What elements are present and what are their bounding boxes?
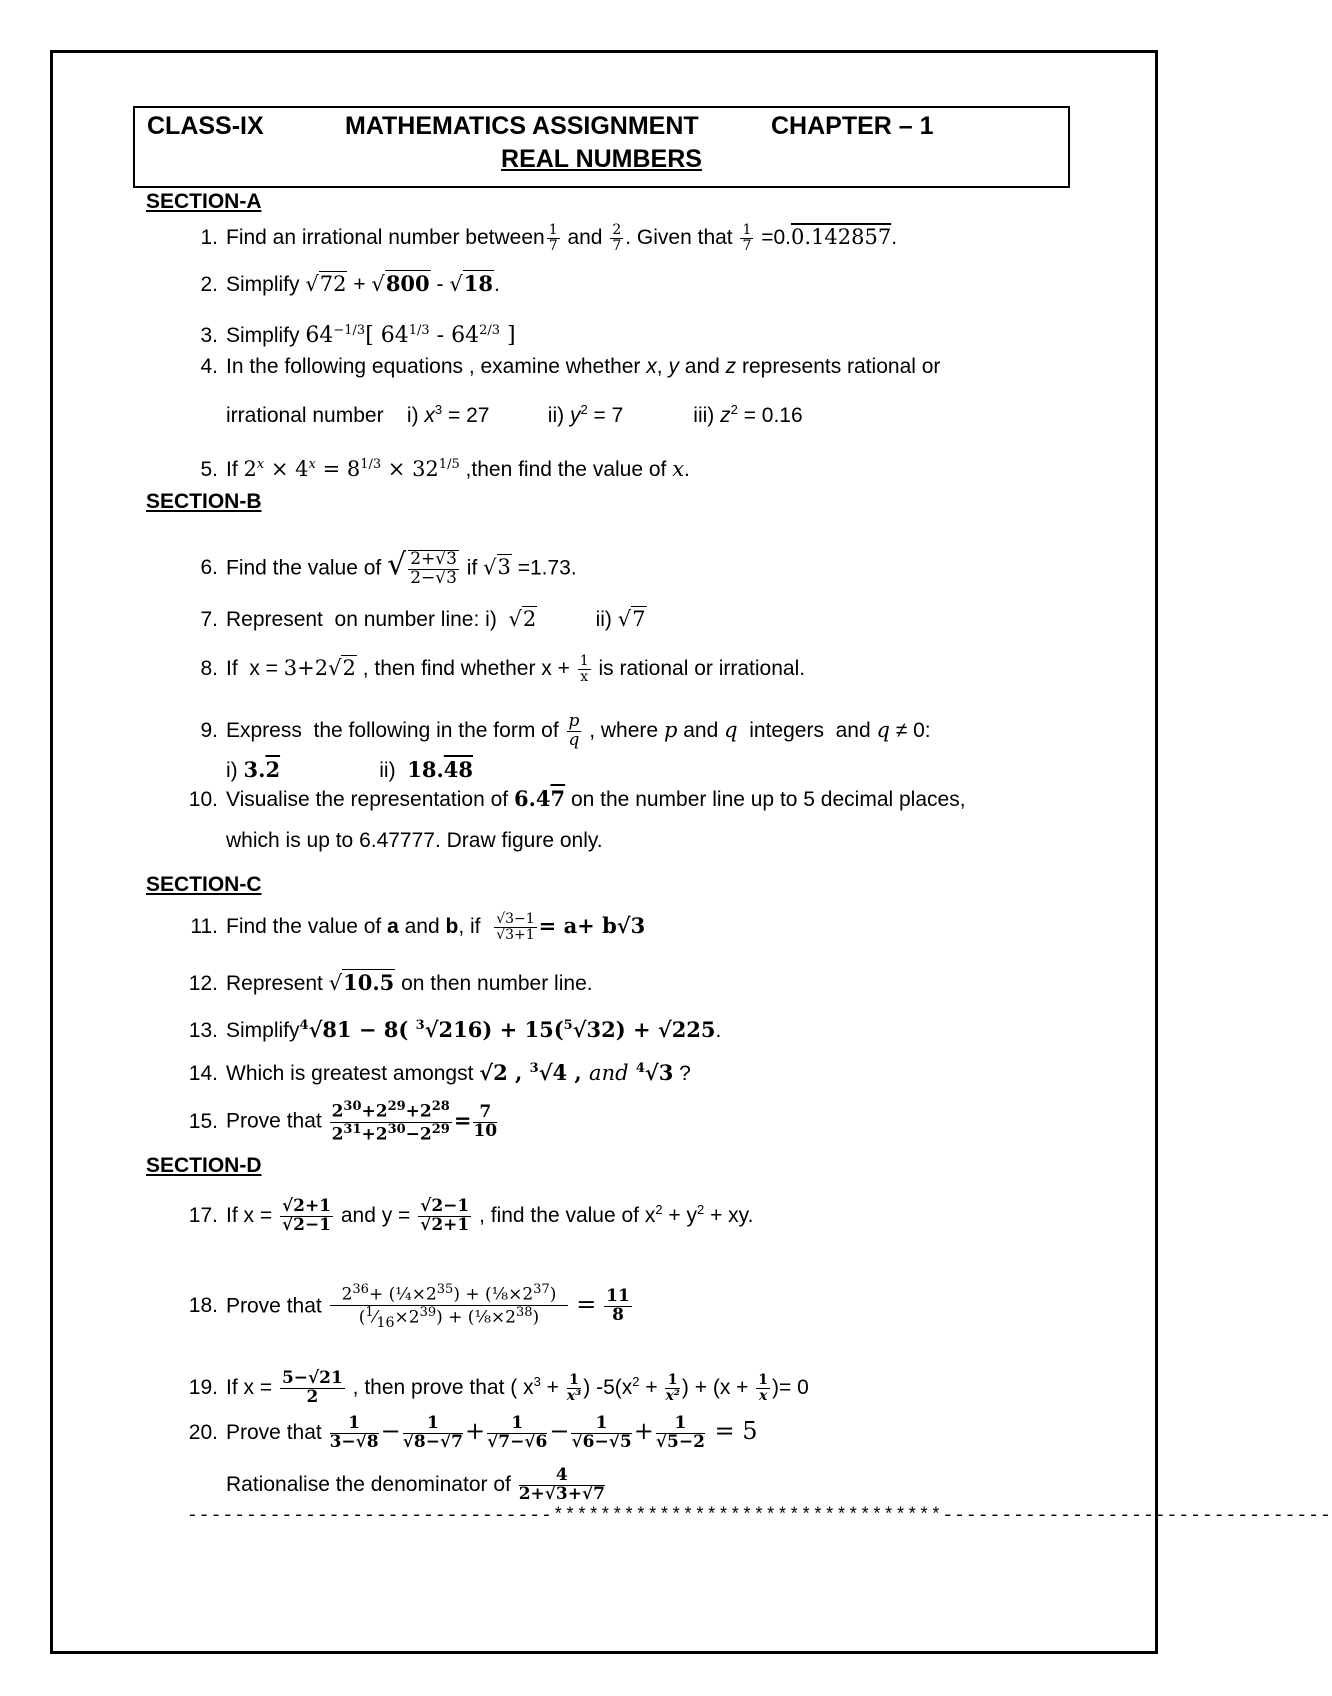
question-number: 8. [200,657,218,680]
question-number: 5. [200,458,218,481]
question-5: 5. If $2^x \times 4^x = 8^{1/3} \times 32^{1/5}$ ,then find the value of x. [180,451,1100,484]
question-15: 15. Prove that $\frac{2^{30}+2^{29}+2^{28}}{2^{31}+2^{30}-2^{29}}$ = $\frac{7}{10}$ [180,1100,1100,1144]
section-d-heading: SECTION-D [146,1154,262,1177]
question-10-continued: which is up to 6.47777. Draw figure only. [226,829,603,852]
question-number: 2. [200,273,218,296]
question-19: 20. Prove that $\frac{1}{3-√8}$ − $\frac{1}{√8-√7}$ + $\frac{1}{√7-√6}$ − $\frac{1}{√6-√5}$ + $\frac{1}{√5-2}$ = 5 [180,1415,1100,1452]
question-18: 19. If x = $\frac{5-√21}{2}$ , then prove that ( $x^3$ + $\frac{1}{\text{x³}}$ ) $-5(x^2$ + $\frac{1}{\text{x²}}$ ) + (x + $\frac{1}{x}$ )= 0 [180,1368,1100,1407]
question-number: 6. [200,556,218,580]
question-10: 10. Visualise the representation of 6.47 on the number line up to 5 decimal places, [180,785,1100,814]
section-a-heading: SECTION-A [146,190,262,213]
question-number: 20. [188,1420,218,1444]
question-number: 4. [200,355,218,378]
question-14: 14. Which is greatest amongst √2 , $^3$√4 , and $^4$√3 ? [180,1055,1100,1088]
question-number: 15. [188,1109,218,1133]
topic-label: REAL NUMBERS [501,145,702,173]
question-number: 7. [200,608,218,631]
question-1: 1. Find an irrational number between $\frac{1}{7}$ and $\frac{2}{7}$ . Given that $\frac{1}{7}$ =0.0.142857. [180,223,1100,254]
chapter-label: CHAPTER – 1 [771,112,934,140]
question-9-parts: i) 3.2 ii) 18.48 [226,757,474,782]
question-number: 14. [188,1062,218,1085]
question-number: 1. [200,226,218,249]
question-4: 4. In the following equations , examine whether x, y and z represents rational or [180,353,1100,381]
question-number: 11. [190,915,218,938]
question-6: 6. Find the value of √ $\frac{2+√3}{2-√3}$ if √3 =1.73. [180,550,1100,588]
question-11: 11. Find the value of a and b, if $\frac{√3-1}{√3+1}$ = a+ b√3 [180,912,1100,943]
section-b-heading: SECTION-B [146,490,262,513]
question-2: 2. Simplify √72 + √800 - √18. [180,270,1100,299]
class-label: CLASS-IX [147,112,264,140]
question-number: 17. [188,1204,218,1227]
question-16: 17. If x = $\frac{√2+1}{√2-1}$ and y = $\frac{√2-1}{√2+1}$ , find the value of $x^2 + y^2$ + xy. [180,1196,1100,1235]
question-number: 19. [188,1376,218,1399]
question-number: 13. [188,1019,218,1042]
question-7: 7. Represent on number line: i) √2 ii) √7 [180,605,1100,634]
question-number: 9. [200,718,218,742]
header-box [133,106,1070,188]
question-9: 9. Express the following in the form of $\frac{p}{q}$ , where p and q integers and q ≠ 0: [180,713,1100,750]
footer-divider: -------------------------------*********************************--------------------------------- [187,1506,1332,1526]
question-3: 3. Simplify $64^{-1/3}$[ $64^{1/3} - 64^{2/3}$ ] [180,317,1100,350]
question-13: 13. Simplify$^4$√81 − 8( $^3$√216) + 15($^5$√32) + √225. [180,1012,1100,1045]
subject-label: MATHEMATICS ASSIGNMENT [345,112,699,140]
question-8: 8. If x = 3+2√2 , then find whether x + $\frac{1}{x}$ is rational or irrational. [180,654,1100,685]
section-c-heading: SECTION-C [146,873,262,896]
question-20: Rationalise the denominator of $\frac{4}{2+√3+√7}$ [226,1465,606,1504]
question-17: 18. Prove that $\frac{2^{36}+ (\frac{1}{4}\times 2^{35}) + (\frac{1}{8}\times 2^{37})}{(^1⁄_{16}\times 2^{39}) + (\frac{1}{8}\times 2^{38})}$ = $\frac{11}{8}$ [180,1283,1100,1330]
question-12: 12. Represent √10.5 on then number line. [180,969,1100,998]
question-4-parts: irrational number i) $x^3 = 27$ ii) $y^2 = 7$ iii) $z^2 = 0.16$ [226,402,803,427]
question-number: 12. [188,972,218,995]
question-number: 10. [188,788,218,811]
question-number: 18. [188,1294,218,1318]
question-number: 3. [200,324,218,347]
